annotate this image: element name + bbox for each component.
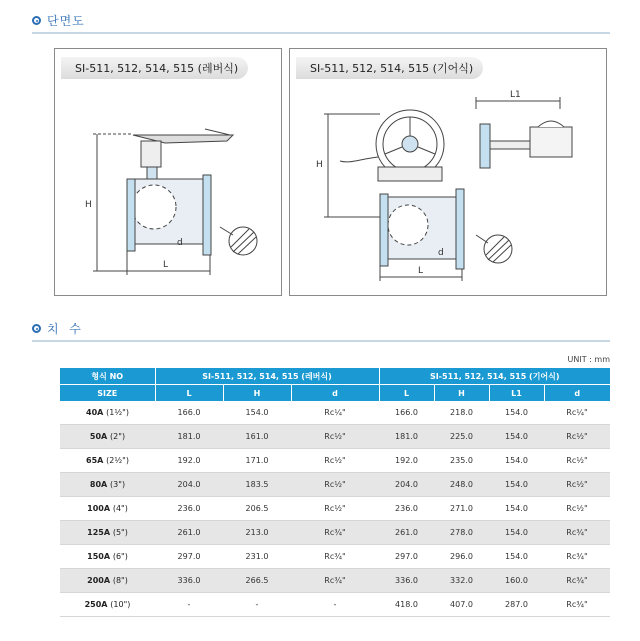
gear-value-cell: Rc½" bbox=[544, 473, 610, 497]
gear-value-cell: 248.0 bbox=[434, 473, 489, 497]
lever-value-cell: 204.0 bbox=[155, 473, 223, 497]
gear-value-cell: 287.0 bbox=[505, 600, 528, 609]
size-value: 80A bbox=[89, 480, 108, 489]
lever-value-cell: - bbox=[187, 600, 191, 609]
gear-l-header: L bbox=[379, 385, 434, 402]
gear-value-cell: 160.0 bbox=[489, 569, 544, 593]
lever-value-cell: Rc½" bbox=[291, 473, 379, 497]
lever-value-cell: 161.0 bbox=[223, 425, 291, 449]
size-cell bbox=[60, 593, 155, 617]
size-inch-value: (10") bbox=[110, 600, 131, 609]
lever-value-cell: 206.5 bbox=[245, 504, 269, 513]
unit-label: UNIT : mm bbox=[567, 355, 610, 364]
gear-type-drawing bbox=[289, 48, 607, 296]
section-header-cross-section bbox=[32, 12, 85, 29]
gear-value-cell: 154.0 bbox=[489, 521, 544, 545]
drawing-caption: SI-511, 512, 514, 515 (레버식) bbox=[61, 57, 248, 79]
d-dimension-label: d bbox=[177, 238, 183, 248]
gear-group-header: SI-511, 512, 514, 515 (기어식) bbox=[379, 368, 610, 385]
gear-value-cell: 418.0 bbox=[395, 600, 418, 609]
size-value: 65A bbox=[86, 456, 104, 465]
size-cell bbox=[60, 473, 155, 497]
gear-value-cell: 332.0 bbox=[434, 569, 489, 593]
gear-value-cell: 296.0 bbox=[450, 552, 473, 561]
table-row bbox=[60, 425, 610, 449]
dimension-table bbox=[60, 368, 610, 617]
table-row bbox=[60, 497, 610, 521]
lever-value-cell: 297.0 bbox=[177, 552, 201, 561]
h-dimension-label: H bbox=[85, 200, 92, 210]
d-dimension-label: d bbox=[438, 248, 444, 258]
size-value: 250A bbox=[84, 600, 108, 609]
lever-valve-cross-section-image bbox=[55, 49, 281, 295]
lever-value-cell: - bbox=[255, 600, 259, 609]
lever-value-cell: 231.0 bbox=[245, 552, 269, 561]
gear-value-cell: 278.0 bbox=[434, 521, 489, 545]
l-dimension-label: L bbox=[418, 266, 424, 276]
size-value: 40A bbox=[86, 408, 104, 417]
drawing-caption: SI-511, 512, 514, 515 (기어식) bbox=[296, 57, 483, 79]
table-row bbox=[60, 449, 610, 473]
lever-value-cell: Rc¾" bbox=[291, 569, 379, 593]
lever-value-cell: 166.0 bbox=[177, 408, 201, 417]
bullet-icon bbox=[32, 16, 41, 25]
lever-value-cell: Rc½" bbox=[324, 456, 346, 465]
lever-d-header: d bbox=[291, 385, 379, 402]
l1-dimension-label: L1 bbox=[510, 90, 521, 100]
gear-valve-cross-section-image bbox=[290, 49, 606, 295]
model-header: 형식 NO bbox=[60, 368, 155, 385]
lever-value-cell: 261.0 bbox=[155, 521, 223, 545]
lever-value-cell: 236.0 bbox=[177, 504, 201, 513]
table-row bbox=[60, 545, 610, 569]
size-inch-value: (5") bbox=[112, 528, 128, 537]
lever-group-header: SI-511, 512, 514, 515 (레버식) bbox=[155, 368, 379, 385]
gear-value-cell: Rc½" bbox=[566, 504, 588, 513]
section-title: 단면도 bbox=[47, 14, 85, 28]
table-subheader-row bbox=[60, 385, 610, 402]
gear-value-cell: 154.0 bbox=[505, 408, 528, 417]
size-value: 125A bbox=[87, 528, 111, 537]
lever-value-cell: 213.0 bbox=[223, 521, 291, 545]
gear-value-cell: 154.0 bbox=[505, 552, 528, 561]
lever-value-cell: Rc¾" bbox=[324, 552, 346, 561]
gear-value-cell: 154.0 bbox=[489, 473, 544, 497]
bullet-icon bbox=[32, 324, 41, 333]
size-header: SIZE bbox=[60, 385, 155, 402]
gear-value-cell: 225.0 bbox=[434, 425, 489, 449]
size-inch-value: (4") bbox=[112, 504, 128, 513]
gear-value-cell: 235.0 bbox=[450, 456, 473, 465]
gear-value-cell: Rc¾" bbox=[566, 600, 588, 609]
size-value: 50A bbox=[89, 432, 108, 441]
table-row bbox=[60, 473, 610, 497]
gear-value-cell: 236.0 bbox=[395, 504, 418, 513]
lever-value-cell: Rc½" bbox=[291, 425, 379, 449]
gear-value-cell: 204.0 bbox=[379, 473, 434, 497]
table-row bbox=[60, 569, 610, 593]
size-inch-value: (2") bbox=[110, 432, 126, 441]
size-inch-value: (8") bbox=[112, 576, 128, 585]
size-inch-value: (6") bbox=[112, 552, 128, 561]
gear-value-cell: Rc½" bbox=[544, 425, 610, 449]
lever-value-cell: 171.0 bbox=[245, 456, 269, 465]
gear-value-cell: 154.0 bbox=[505, 456, 528, 465]
gear-value-cell: 271.0 bbox=[450, 504, 473, 513]
table-header-row bbox=[60, 368, 610, 385]
gear-d-header: d bbox=[544, 385, 610, 402]
gear-value-cell: 181.0 bbox=[379, 425, 434, 449]
size-inch-value: (3") bbox=[110, 480, 126, 489]
gear-value-cell: 336.0 bbox=[379, 569, 434, 593]
size-cell bbox=[60, 521, 155, 545]
gear-value-cell: Rc¾" bbox=[544, 521, 610, 545]
gear-value-cell: 154.0 bbox=[489, 425, 544, 449]
lever-value-cell: 181.0 bbox=[155, 425, 223, 449]
lever-value-cell: 266.5 bbox=[223, 569, 291, 593]
size-inch-value: (2½") bbox=[106, 456, 129, 465]
size-cell bbox=[60, 497, 155, 521]
gear-value-cell: Rc¼" bbox=[566, 408, 588, 417]
lever-value-cell: Rc¼" bbox=[324, 408, 346, 417]
gear-value-cell: Rc½" bbox=[566, 456, 588, 465]
lever-value-cell: 336.0 bbox=[155, 569, 223, 593]
gear-value-cell: 166.0 bbox=[395, 408, 418, 417]
lever-l-header: L bbox=[155, 385, 223, 402]
gear-value-cell: Rc¾" bbox=[544, 569, 610, 593]
size-cell bbox=[60, 425, 155, 449]
gear-value-cell: 297.0 bbox=[395, 552, 418, 561]
gear-value-cell: 261.0 bbox=[379, 521, 434, 545]
gear-value-cell: 407.0 bbox=[450, 600, 473, 609]
h-dimension-label: H bbox=[316, 160, 323, 170]
gear-l1-header: L1 bbox=[489, 385, 544, 402]
size-cell bbox=[60, 545, 155, 569]
lever-value-cell: Rc¾" bbox=[291, 521, 379, 545]
lever-value-cell: 183.5 bbox=[223, 473, 291, 497]
size-value: 150A bbox=[87, 552, 111, 561]
size-value: 200A bbox=[87, 576, 111, 585]
table-row bbox=[60, 521, 610, 545]
size-cell bbox=[60, 569, 155, 593]
table-row bbox=[60, 593, 610, 617]
section-header-dimensions bbox=[32, 320, 82, 337]
gear-h-header: H bbox=[434, 385, 489, 402]
section-divider bbox=[32, 32, 610, 34]
gear-value-cell: 218.0 bbox=[450, 408, 473, 417]
lever-value-cell: 192.0 bbox=[177, 456, 201, 465]
gear-value-cell: 192.0 bbox=[395, 456, 418, 465]
size-value: 100A bbox=[87, 504, 111, 513]
lever-type-drawing bbox=[54, 48, 282, 296]
gear-value-cell: 154.0 bbox=[505, 504, 528, 513]
section-title: 치 수 bbox=[47, 322, 82, 336]
table-row bbox=[60, 401, 610, 425]
size-cell bbox=[60, 449, 155, 473]
size-cell bbox=[60, 401, 155, 425]
gear-value-cell: Rc¾" bbox=[566, 552, 588, 561]
l-dimension-label: L bbox=[163, 260, 169, 270]
lever-value-cell: - bbox=[333, 600, 337, 609]
lever-value-cell: 154.0 bbox=[245, 408, 269, 417]
lever-h-header: H bbox=[223, 385, 291, 402]
size-inch-value: (1½") bbox=[106, 408, 129, 417]
lever-value-cell: Rc½" bbox=[324, 504, 346, 513]
section-divider bbox=[32, 340, 610, 342]
